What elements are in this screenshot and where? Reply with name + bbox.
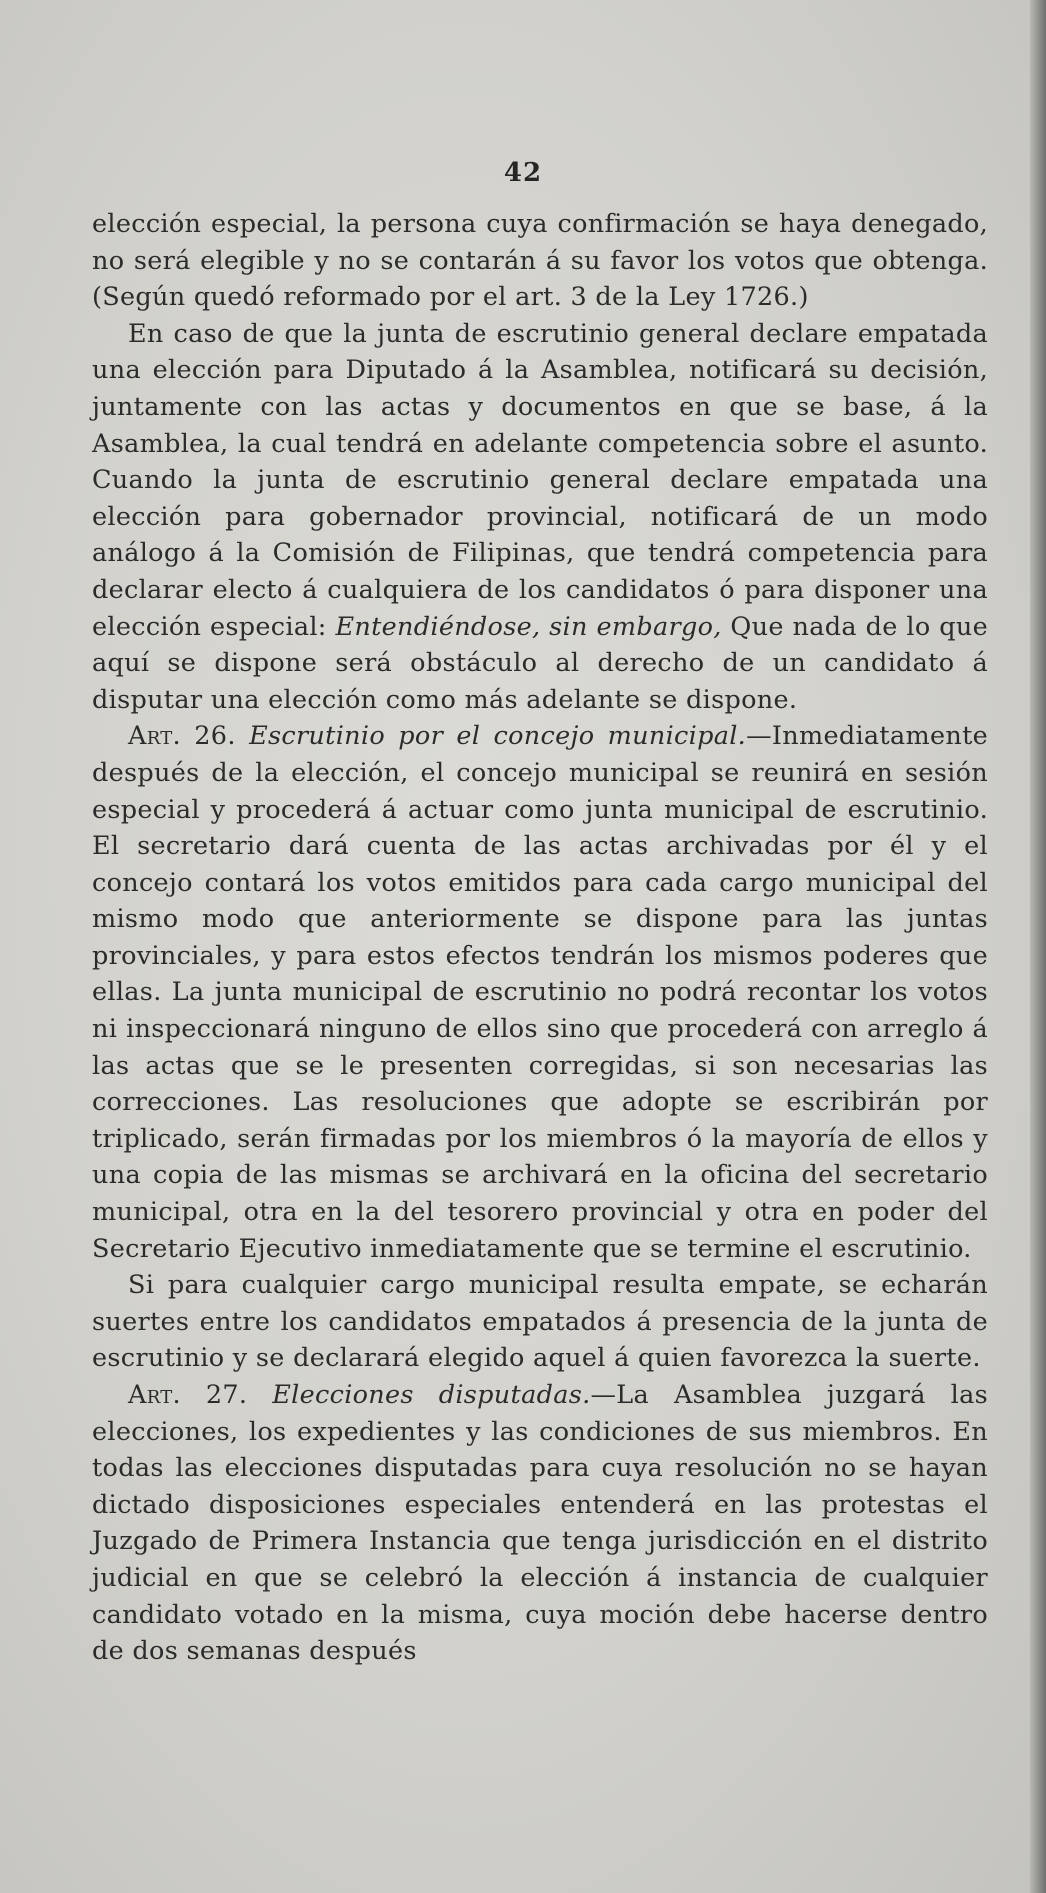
article-number: Art. 26. bbox=[128, 721, 236, 752]
page-edge-shadow bbox=[1030, 0, 1046, 1893]
paragraph-text: En caso de que la junta de escrutinio general declare empatada una elección para Diputado á la Asamblea, notificará su decisión, juntamente con las actas y documentos en que se base, á la Asamblea, la cual tendrá en adelante competencia sobre el asunto. Cuando la junta de escrutinio general declare empatada una elección para gobernador provincial, notificará de un modo análogo á la Comisión de Filipinas, que tendrá competencia para declarar electo á cualquiera de los candidatos ó para disponer una elección especial: bbox=[92, 318, 988, 642]
article-number: Art. 27. bbox=[128, 1380, 248, 1410]
article-body: —Inmediatamente después de la elección, el concejo municipal se reunirá en sesión especial y procederá á actuar como junta municipal de escrutinio. El secretario dará cuenta de las actas archivadas por él y el concejo contará los votos emitidos para cada cargo municipal del mismo modo que anteriormente se dispone para las juntas provinciales, y para estos efectos tendrán los mismos poderes que ellas. La junta municipal de escrutinio no podrá recontar los votos ni inspeccionará ninguno de ellos sino que procederá con arreglo á las actas que se le presenten corregidas, si son necesarias las correcciones. Las resoluciones que adopte se escribirán por triplicado, serán firmadas por los miembros ó la mayoría de ellos y una copia de las mismas se archivará en la oficina del secretario municipal, otra en la del tesorero provincial y otra en poder del Secretario Ejecutivo inmediatamente que se termine el escrutinio. bbox=[92, 721, 989, 1264]
article-body: —La Asamblea juzgará las elecciones, los expedientes y las condiciones de sus miembros. En todas las elecciones disputadas para cuya resolución no se hayan dictado disposiciones especiales entenderá en las protestas el Juzgado de Primera Instancia que tenga jurisdicción en el distrito judicial en que se celebró la elección á instancia de cualquier candidato votado en la misma, cuya moción debe hacerse dentro de dos semanas después bbox=[92, 1380, 988, 1667]
page-number: 42 bbox=[503, 158, 543, 188]
proviso-italic: Entendiéndose, sin embargo, bbox=[335, 611, 722, 642]
article-title: Elecciones disputadas. bbox=[272, 1380, 591, 1410]
page-body bbox=[92, 206, 988, 1670]
article-title: Escrutinio por el concejo municipal. bbox=[249, 721, 747, 752]
paragraph-continuation: elección especial, la persona cuya confirmación se haya denegado, no será elegible y no se contarán á su favor los votos que obtenga. (Según quedó reformado por el art. 3 de la Ley 1726.) bbox=[92, 209, 988, 313]
paragraph-tie-election bbox=[92, 316, 988, 719]
paragraph-text-tail: Que nada de lo que aquí se dispone será obstáculo al derecho de un candidato á disputar una elección como más adelante se dispone. bbox=[92, 611, 988, 715]
paragraph-tie-municipal: Si para cualquier cargo municipal resulta empate, se echarán suertes entre los candidatos empatados á presencia de la junta de escrutinio y se declarará elegido aquel á quien favorezca la suerte. bbox=[92, 1270, 988, 1374]
article-26 bbox=[92, 718, 988, 1267]
article-27 bbox=[92, 1377, 988, 1670]
